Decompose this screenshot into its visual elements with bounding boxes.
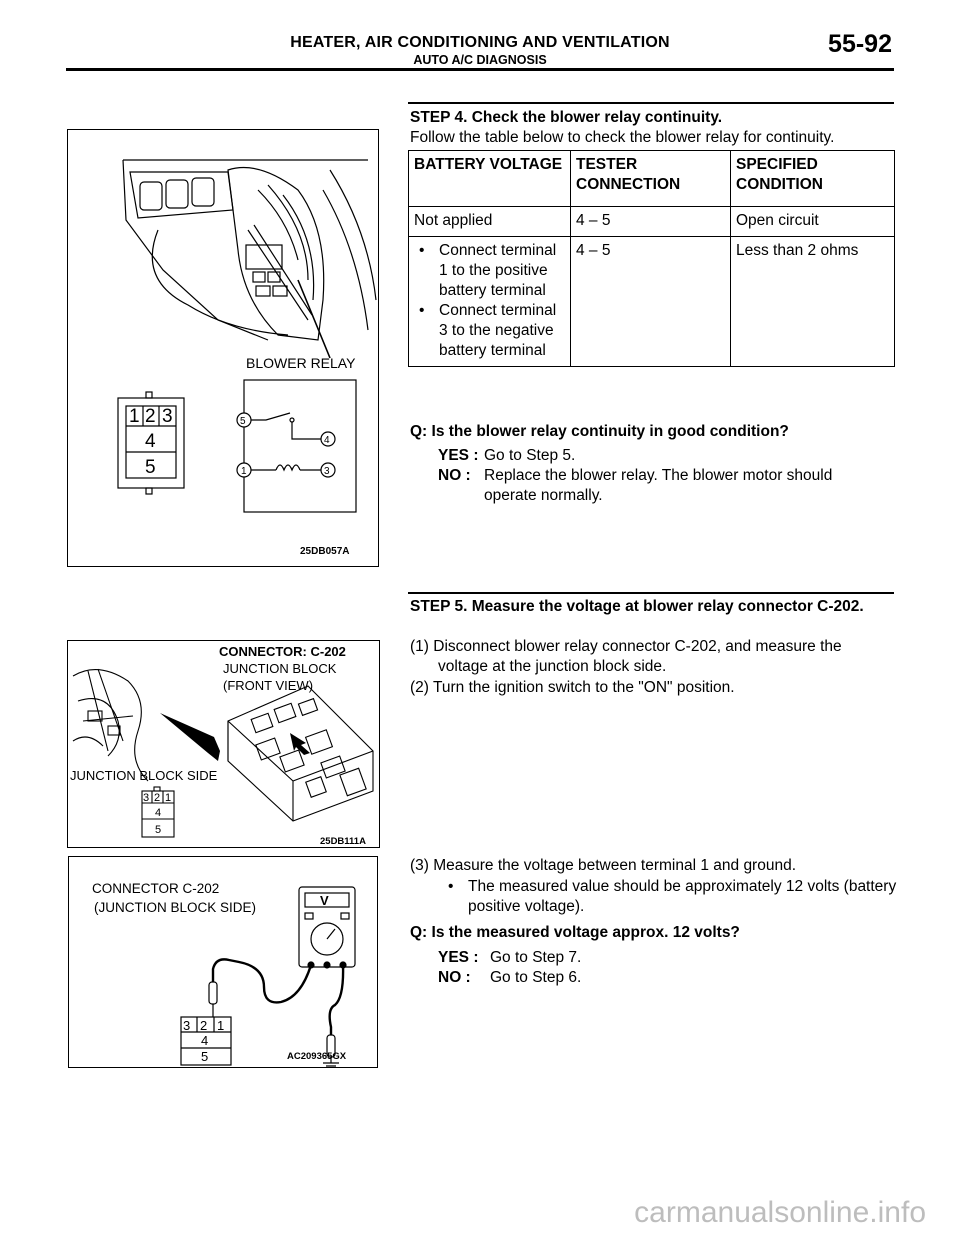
cell-tester: 4 – 5 (571, 207, 731, 237)
voltage-measurement-illustration (69, 857, 377, 1067)
connector-c202-label: CONNECTOR: C-202 (219, 644, 346, 659)
relay-pin-2: 2 (145, 406, 156, 427)
step5-rule (408, 592, 894, 594)
header-rule (66, 68, 894, 71)
no-text: Replace the blower relay. The blower motor should operate normally. (484, 467, 833, 504)
voltmeter-symbol: V (320, 893, 329, 908)
junction-block-side-label: JUNCTION BLOCK SIDE (70, 768, 218, 783)
step5-item1: (1) Disconnect blower relay connector C-202, and measure the voltage at the junction block side. (410, 638, 842, 675)
section-subtitle: AUTO A/C DIAGNOSIS (413, 53, 547, 67)
step5-title: STEP 5. Measure the voltage at blower relay connector C-202. (410, 598, 864, 615)
list-item: • Connect terminal 1 to the positive battery terminal (409, 241, 565, 301)
step4-title: STEP 4. Check the blower relay continuity. (410, 109, 723, 126)
step4-yes (438, 446, 894, 466)
no-key: NO : (438, 467, 471, 484)
yes-text: Go to Step 7. (490, 949, 582, 966)
step5-item2: (2) Turn the ignition switch to the "ON" position. (410, 679, 735, 696)
cell-condition: Open circuit (731, 207, 895, 237)
junction-block-illustration (68, 641, 379, 847)
jb-pin-2: 2 (154, 792, 161, 804)
step4-intro: Follow the table below to check the blower relay for continuity. (410, 129, 835, 146)
header-specified-condition: SPECIFIED CONDITION (731, 151, 895, 207)
relay-pin-3: 3 (162, 406, 173, 427)
header-battery-voltage: BATTERY VOLTAGE (409, 151, 571, 207)
step4-no (438, 466, 894, 506)
step5-yes (438, 948, 894, 968)
continuity-table (408, 150, 895, 367)
step4-question: Q: Is the blower relay continuity in good condition? (410, 423, 789, 440)
schematic-pin-1: 1 (241, 466, 247, 477)
figure1-code: 25DB057A (300, 546, 350, 557)
figure3-code: AC209365GX (287, 1051, 347, 1062)
relay-pin-5: 5 (145, 457, 156, 478)
no-key: NO : (438, 969, 471, 986)
junction-block-side-label: (JUNCTION BLOCK SIDE) (94, 900, 257, 915)
step5-bullet: • The measured value should be approximately 12 volts (battery positive voltage). (448, 877, 908, 917)
figure2-code: 25DB111A (320, 836, 366, 847)
step5-question: Q: Is the measured voltage approx. 12 volts? (410, 924, 740, 941)
jb-pin-3: 3 (143, 792, 150, 804)
jb-pin-4: 4 (155, 807, 162, 819)
jb-pin-5: 5 (155, 824, 162, 836)
figure-voltage-measurement (68, 856, 378, 1068)
figure-junction-block (67, 640, 380, 848)
meas-pin-3: 3 (183, 1018, 191, 1033)
section-title: HEATER, AIR CONDITIONING AND VENTILATION (290, 34, 670, 51)
no-text: Go to Step 6. (490, 969, 582, 986)
junction-block-label: JUNCTION BLOCK (223, 661, 337, 676)
relay-pin-4: 4 (145, 431, 156, 452)
schematic-pin-5: 5 (240, 416, 246, 427)
watermark: carmanualsonline.info (634, 1196, 926, 1229)
meas-pin-5: 5 (201, 1049, 209, 1064)
step5-no (438, 968, 894, 988)
step4-rule (408, 102, 894, 104)
table-header-row (409, 151, 895, 207)
relay-pin-1: 1 (129, 406, 140, 427)
schematic-pin-3: 3 (324, 466, 330, 477)
list-item: • Connect terminal 3 to the negative battery terminal (409, 301, 565, 361)
cell-battery: Not applied (409, 207, 571, 237)
yes-key: YES : (438, 949, 479, 966)
cell-battery (409, 237, 571, 367)
table-row (409, 237, 895, 367)
meas-pin-2: 2 (200, 1018, 208, 1033)
step5-item3: (3) Measure the voltage between terminal 1 and ground. (410, 857, 797, 874)
schematic-pin-4: 4 (324, 435, 330, 446)
jb-pin-1: 1 (165, 792, 172, 804)
blower-relay-illustration (68, 130, 378, 566)
figure-blower-relay (67, 129, 379, 567)
cell-condition: Less than 2 ohms (731, 237, 895, 367)
front-view-label: (FRONT VIEW) (223, 678, 314, 693)
page-number: 55-92 (828, 30, 892, 58)
table-row (409, 207, 895, 237)
cell-tester: 4 – 5 (571, 237, 731, 367)
header-tester-connection: TESTER CONNECTION (571, 151, 731, 207)
yes-text: Go to Step 5. (484, 447, 576, 464)
yes-key: YES : (438, 447, 479, 464)
blower-relay-label: BLOWER RELAY (246, 355, 356, 371)
meas-pin-1: 1 (217, 1018, 225, 1033)
meas-pin-4: 4 (201, 1033, 209, 1048)
connector-c202-label: CONNECTOR C-202 (92, 881, 220, 896)
